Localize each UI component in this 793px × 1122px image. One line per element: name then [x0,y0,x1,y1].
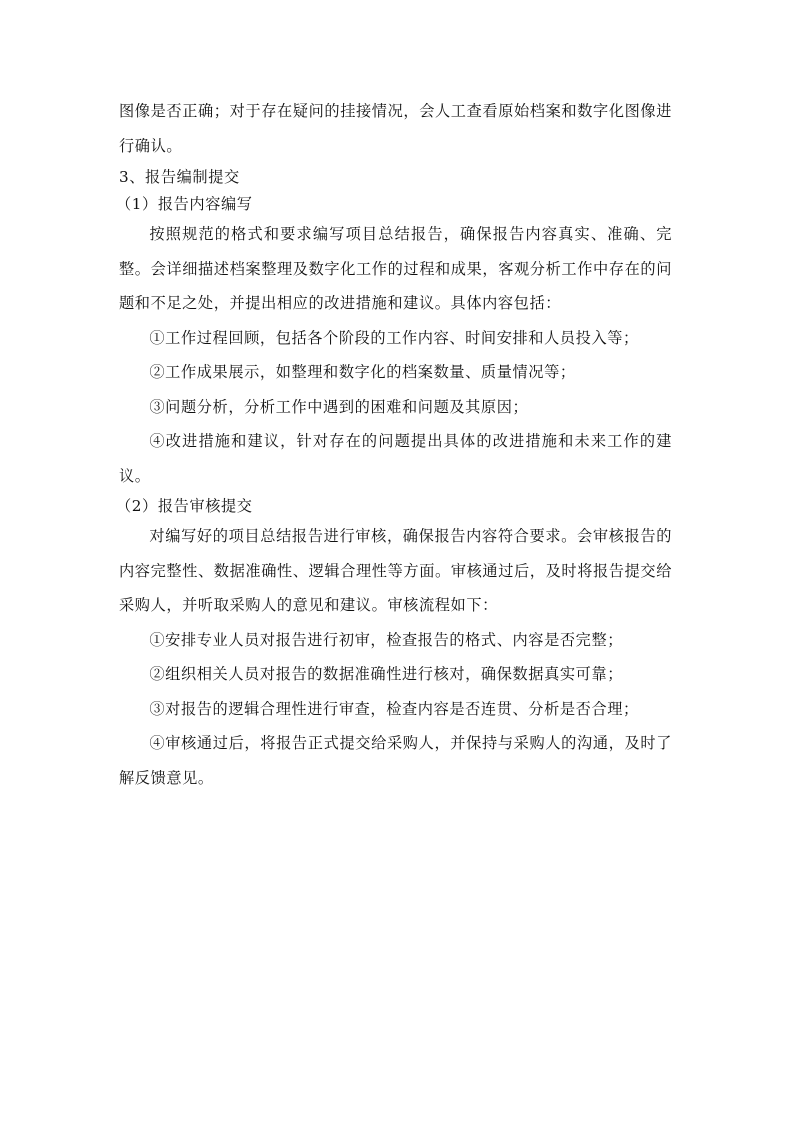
subsection-2-body: 对编写好的项目总结报告进行审核，确保报告内容符合要求。会审核报告的内容完整性、数据准确性、逻辑合理性等方面。审核通过后，及时将报告提交给采购人，并听取采购人的意见和建议。审核流程如下： [119,527,672,614]
subsection-1-body: 按照规范的格式和要求编写项目总结报告，确保报告内容真实、准确、完整。会详细描述档案整理及数字化工作的过程和成果，客观分析工作中存在的问题和不足之处，并提出相应的改进措施和建议。具体内容包括： [119,225,672,312]
list-item: ④审核通过后，将报告正式提交给采购人，并保持与采购人的沟通，及时了解反馈意见。 [119,734,672,787]
list-item: ②工作成果展示，如整理和数字化的档案数量、质量情况等； [149,363,576,381]
subsection-heading-1: （1）报告内容编写 [116,195,253,213]
section-heading: 3、报告编制提交 [119,168,240,186]
subsection-heading-2: （2）报告审核提交 [116,497,253,515]
intro-paragraph: 图像是否正确；对于存在疑问的挂接情况，会人工查看原始档案和数字化图像进行确认。 [119,102,672,155]
list-item: ③对报告的逻辑合理性进行审查，检查内容是否连贯、分析是否合理； [149,699,639,718]
document-content [116,94,672,795]
list-item: ③问题分析，分析工作中遇到的困难和问题及其原因； [149,397,529,416]
list-item: ④改进措施和建议，针对存在的问题提出具体的改进措施和未来工作的建议。 [119,432,672,485]
list-item: ②组织相关人员对报告的数据准确性进行核对，确保数据真实可靠； [149,665,624,683]
list-item: ①工作过程回顾，包括各个阶段的工作内容、时间安排和人员投入等； [149,328,639,347]
list-item: ①安排专业人员对报告进行初审，检查报告的格式、内容是否完整； [149,630,624,649]
